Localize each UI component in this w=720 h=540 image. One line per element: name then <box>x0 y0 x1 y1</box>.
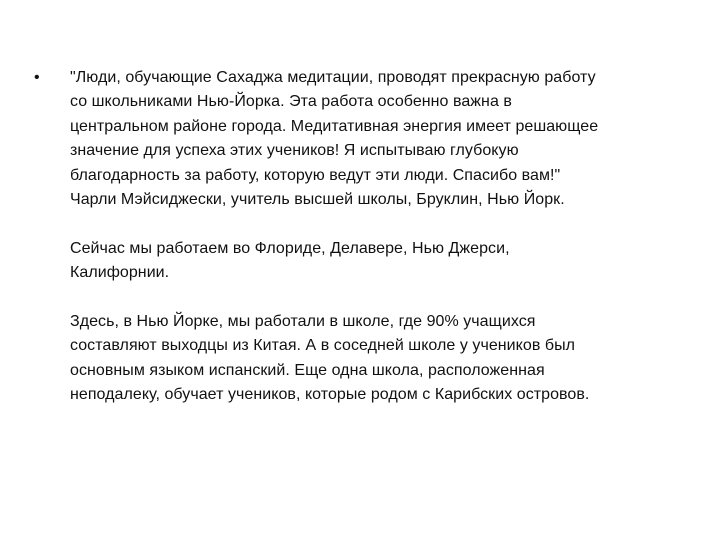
testimonial-paragraph: "Люди, обучающие Сахаджа медитации, проводят прекрасную работу со школьниками Нью-Йорка. Эта работа особенно важна в центральном районе города. Медитативная энергия имеет решающее значение для успеха этих учеников! Я испытываю глубокую благодарность за работу, которую ведут эти люди. Спасибо вам!" Чарли Мэйсиджески, учитель высшей школы, Бруклин, Нью Йорк. <box>70 69 599 209</box>
bullet-dot-icon: • <box>34 69 40 86</box>
locations-paragraph: Сейчас мы работаем во Флориде, Делавере, Нью Джерси, Калифорнии. <box>70 239 510 282</box>
bullet-item <box>34 66 684 408</box>
bullet-block <box>34 66 684 408</box>
schools-paragraph: Здесь, в Нью Йорке, мы работали в школе, где 90% учащихся составляют выходцы из Китая. А в соседней школе у учеников был основным языком испанский. Еще одна школа, расположенная неподалеку, обучает учеников, которые родом с Карибских островов. <box>70 313 590 404</box>
